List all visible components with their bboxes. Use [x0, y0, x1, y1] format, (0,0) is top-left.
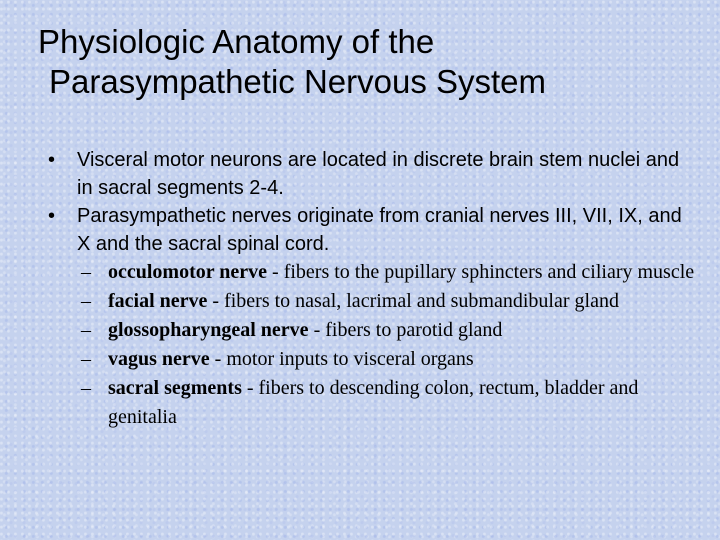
bullet-text: Visceral motor neurons are located in discrete brain stem nuclei and in sacral segments 2-4. — [77, 149, 680, 199]
bullet-text: Parasympathetic nerves originate from cranial nerves III, VII, IX, and X and the sacral spinal cord. — [77, 205, 682, 255]
sub-bullet-item — [48, 287, 698, 316]
bullet-marker: • — [48, 205, 56, 227]
dash-marker: – — [81, 319, 91, 341]
bullet-item — [48, 146, 698, 202]
slide-title — [38, 22, 698, 102]
bullet-marker: • — [48, 149, 56, 171]
nerve-description: - fibers to descending colon, rectum, bladder and genitalia — [108, 377, 639, 428]
nerve-term: vagus nerve — [108, 348, 210, 370]
title-line-1: Physiologic Anatomy of the — [38, 23, 435, 60]
nerve-term: facial nerve — [108, 290, 208, 312]
nerve-term: sacral segments — [108, 377, 242, 399]
dash-marker: – — [81, 290, 91, 312]
sub-bullet-item — [48, 345, 698, 374]
nerve-term: glossopharyngeal nerve — [108, 319, 309, 341]
title-line-2: Parasympathetic Nervous System — [49, 63, 547, 100]
dash-marker: – — [81, 377, 91, 399]
nerve-description: - fibers to the pupillary sphincters and ciliary muscle — [267, 261, 695, 283]
sub-bullet-item — [48, 316, 698, 345]
dash-marker: – — [81, 348, 91, 370]
content-list — [48, 146, 698, 432]
bullet-item — [48, 202, 698, 258]
nerve-description: - fibers to parotid gland — [308, 319, 503, 341]
nerve-description: - fibers to nasal, lacrimal and submandibular gland — [207, 290, 619, 312]
sub-bullet-item — [48, 374, 698, 432]
sub-bullet-item — [48, 258, 698, 287]
nerve-term: occulomotor nerve — [108, 261, 268, 283]
dash-marker: – — [81, 261, 91, 283]
nerve-description: - motor inputs to visceral organs — [209, 348, 474, 370]
